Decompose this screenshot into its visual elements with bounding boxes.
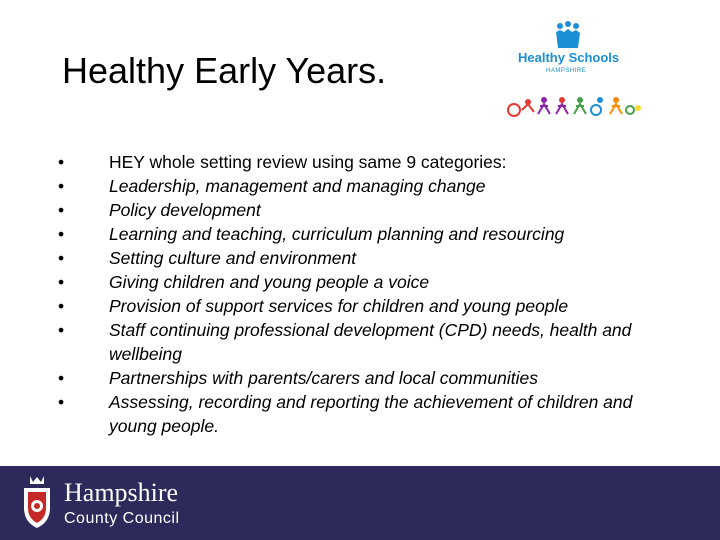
bullet-dot: • — [58, 272, 65, 292]
hampshire-crest-icon — [20, 474, 54, 530]
bullet-item — [58, 390, 658, 438]
slide-title: Healthy Early Years. — [62, 50, 387, 91]
bullet-text: HEY whole setting review using same 9 categories: — [109, 152, 507, 172]
healthy-schools-logo — [498, 18, 648, 128]
bullet-item — [58, 318, 658, 366]
bullet-item — [58, 294, 658, 318]
bullet-text: Provision of support services for children and young people — [109, 296, 569, 316]
bullet-dot: • — [58, 152, 65, 172]
bullet-dot: • — [58, 200, 65, 220]
logo-region-text: HAMPSHIRE — [546, 68, 587, 74]
bullet-text: Assessing, recording and reporting the achievement of children and young people. — [109, 392, 633, 436]
bullet-item — [58, 150, 658, 174]
logo-brand-text: Healthy Schools — [518, 50, 620, 65]
bullet-dot: • — [58, 176, 65, 196]
footer-council-name: Hampshire — [64, 478, 179, 507]
bullet-dot: • — [58, 320, 65, 340]
footer-bar — [0, 466, 720, 540]
bullet-text: Setting culture and environment — [109, 248, 357, 268]
bullet-item — [58, 270, 658, 294]
bullet-dot: • — [58, 392, 65, 412]
bullet-text: Policy development — [109, 200, 261, 220]
bullet-text: Staff continuing professional development (CPD) needs, health and wellbeing — [109, 320, 632, 364]
bullet-item — [58, 174, 658, 198]
bullet-dot: • — [58, 368, 65, 388]
bullet-item — [58, 222, 658, 246]
footer-council-subtitle: County Council — [64, 510, 180, 527]
bullet-dot: • — [58, 224, 65, 244]
bullet-item — [58, 246, 658, 270]
bullet-dot: • — [58, 296, 65, 316]
bullet-dot: • — [58, 248, 65, 268]
bullet-text: Partnerships with parents/carers and local communities — [109, 368, 538, 388]
bullet-item — [58, 198, 658, 222]
bullet-text: Leadership, management and managing change — [109, 176, 486, 196]
bullet-item — [58, 366, 658, 390]
bullet-text: Giving children and young people a voice — [109, 272, 430, 292]
bullet-text: Learning and teaching, curriculum planning and resourcing — [109, 224, 565, 244]
bullet-list — [58, 150, 658, 438]
